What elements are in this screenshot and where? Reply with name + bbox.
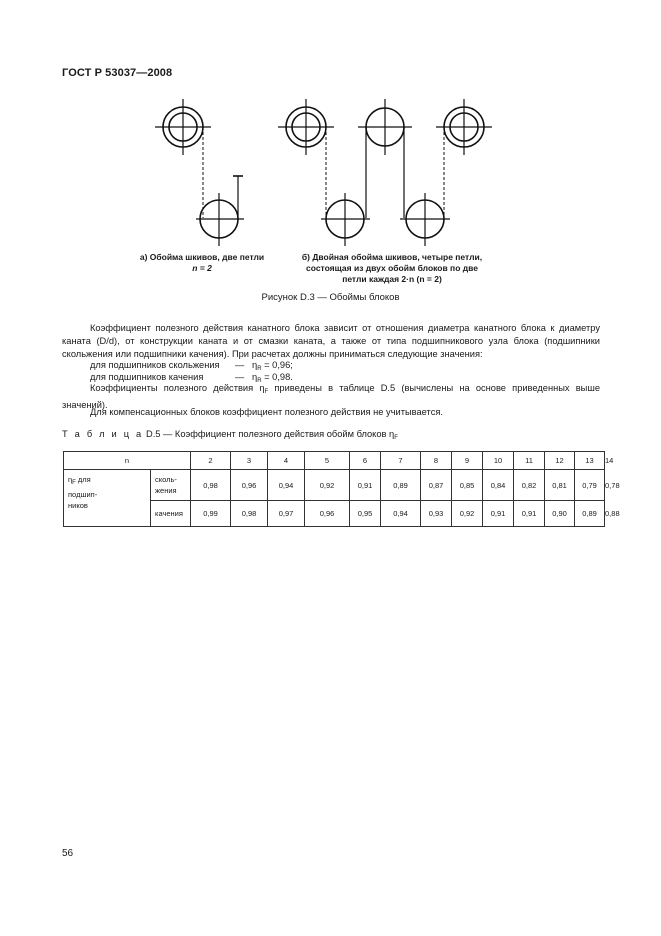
- sliding-bearing-line: [90, 360, 293, 372]
- n-cell: 7: [381, 452, 421, 470]
- table-header-row: n 2 3 4 5 6 7 8 9 10 11 12 13 14: [64, 452, 605, 470]
- table-row-rolling: качения 0,99 0,98 0,97 0,96 0,95 0,94 0,93 0,92 0,91 0,91 0,90 0,89 0,88: [64, 501, 605, 527]
- value-cell: 0,85: [452, 470, 483, 501]
- line-value: = 0,98.: [264, 372, 293, 382]
- n-cell: 13: [575, 452, 605, 470]
- line-dash: —: [235, 372, 245, 382]
- value-cell: 0,92: [452, 501, 483, 527]
- table-title-prefix: Т а б л и ц а: [62, 429, 144, 439]
- p2-text: приведены в таблице D.5 (вычислены на основе приведенных выше значений).: [62, 383, 600, 410]
- value-cell: 0,91: [350, 470, 381, 501]
- value-cell: 0,89: [575, 501, 605, 527]
- eta-subscript: F: [264, 389, 269, 395]
- n-cell: 12: [545, 452, 575, 470]
- caption-b-line: состоящая из двух обойм блоков по две: [306, 263, 478, 273]
- eta-subscript: F: [72, 480, 76, 486]
- pulley-b-bottom-right: [400, 193, 450, 246]
- document-header: ГОСТ Р 53037—2008: [62, 67, 173, 79]
- value-cell: 0,81: [545, 470, 575, 501]
- value-cell: 0,98: [191, 470, 231, 501]
- value-cell: 0,96: [231, 470, 268, 501]
- n-cell: 3: [231, 452, 268, 470]
- line-label: для подшипников качения: [90, 372, 204, 382]
- pulley-b-top-left: [278, 99, 334, 155]
- value-cell: 0,79: [575, 470, 605, 501]
- table-title-text: D.5 — Коэффициент полезного действия обойм блоков η: [145, 429, 395, 439]
- eta-subscript: F: [394, 435, 398, 441]
- pulley-a-bottom: [196, 193, 244, 246]
- caption-a-line: n = 2: [192, 263, 212, 273]
- paragraph-compensation: Для компенсационных блоков коэффициент полезного действия не учитывается.: [90, 407, 443, 417]
- n-cell: 11: [514, 452, 545, 470]
- figure-caption-b: [288, 252, 496, 285]
- sliding-label-cell: [151, 470, 191, 501]
- line-dash: —: [235, 360, 245, 370]
- n-cell: 5: [305, 452, 350, 470]
- paragraph-efficiency: Коэффициент полезного действия канатного блока зависит от отношения диаметра канатного блока к диаметру каната (D/d), от конструкции каната и от смазки каната, а также от типа подшипникового узла блока (подшипники скольжения или подшипники качения). При расчетах должны приниматься следующие значения:: [62, 323, 600, 359]
- value-cell: 0,96: [305, 501, 350, 527]
- value-cell: 0,89: [381, 470, 421, 501]
- value-cell: 0,82: [514, 470, 545, 501]
- pulley-a-top: [155, 99, 211, 155]
- value-cell: 0,95: [350, 501, 381, 527]
- n-cell: 4: [268, 452, 305, 470]
- row-header-text: подшип-: [68, 490, 98, 499]
- eta-symbol: η: [252, 360, 258, 370]
- eta-symbol: η: [252, 372, 258, 382]
- figure-caption-a: [128, 252, 276, 274]
- caption-b-line: петли каждая 2·n (n = 2): [342, 274, 442, 284]
- eta-symbol: η: [68, 475, 73, 484]
- page-number: 56: [62, 848, 74, 859]
- value-cell: 0,98: [231, 501, 268, 527]
- n-cell: 9: [452, 452, 483, 470]
- rolling-label-cell: качения: [151, 501, 191, 527]
- table-title: [62, 429, 398, 441]
- sliding-label: жения: [155, 486, 177, 495]
- eta-subscript: R: [257, 366, 262, 372]
- n-cell: 8: [421, 452, 452, 470]
- pulley-b-top-right: [436, 99, 492, 155]
- value-cell: 0,97: [268, 501, 305, 527]
- row-header-text: ников: [68, 501, 88, 510]
- value-cell: 0,94: [381, 501, 421, 527]
- row-header-text: для: [75, 475, 91, 484]
- p2-text: Коэффициенты полезного действия η: [90, 383, 265, 393]
- value-cell: 0,92: [305, 470, 350, 501]
- efficiency-table: [63, 451, 620, 527]
- value-cell: 0,87: [421, 470, 452, 501]
- line-value: = 0,96;: [264, 360, 293, 370]
- table-row-sliding: $\eta_F$ для подшип- ников сколь- жения 0,98 0,96 0,94 0,92 0,91 0,89 0,87 0,85 0,84 0,82 0,81 0,79 0,78: [64, 470, 605, 501]
- figure-title: Рисунок D.3 — Обоймы блоков: [261, 292, 400, 303]
- n-header-cell: n: [64, 452, 191, 470]
- value-cell: 0,93: [421, 501, 452, 527]
- n-cell: 6: [350, 452, 381, 470]
- pulley-b-bottom-left: [321, 193, 370, 246]
- value-cell: 0,84: [483, 470, 514, 501]
- value-cell: 0,91: [514, 501, 545, 527]
- value-cell: 0,90: [545, 501, 575, 527]
- value-cell: 0,99: [191, 501, 231, 527]
- sliding-label: сколь-: [155, 475, 177, 484]
- n-cell: 2: [191, 452, 231, 470]
- caption-a-line: а) Обойма шкивов, две петли: [139, 252, 265, 262]
- n-cell: 10: [483, 452, 514, 470]
- eta-subscript: R: [257, 378, 262, 384]
- value-cell: 0,91: [483, 501, 514, 527]
- line-label: для подшипников скольжения: [90, 360, 220, 370]
- row-header-eta-bearings: [64, 470, 151, 527]
- caption-b-line: б) Двойная обойма шкивов, четыре петли,: [301, 252, 483, 262]
- value-cell: 0,94: [268, 470, 305, 501]
